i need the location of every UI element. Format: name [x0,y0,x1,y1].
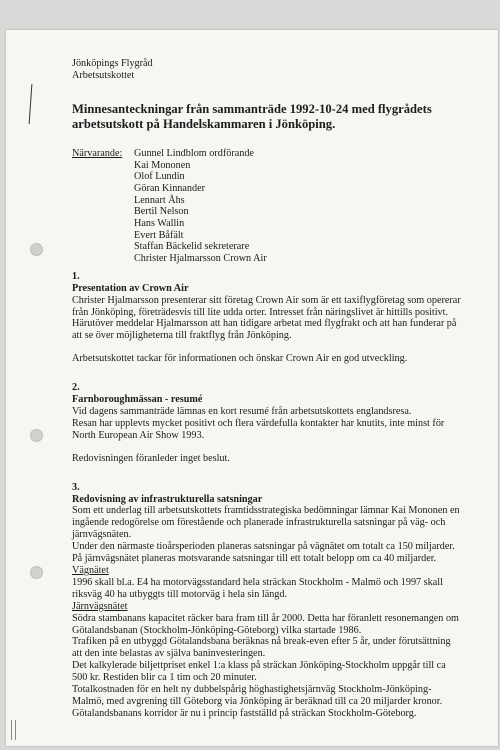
attendee: Lennart Åhs [134,194,185,206]
paragraph: Vid dagens sammanträde lämnas en kort resumé från arbetsutskottets englandsresa. [72,406,412,417]
attendee: Evert Båfält [134,229,184,241]
punch-hole [30,243,43,256]
attendee: Göran Kinnander [134,182,206,194]
org-unit: Arbetsutskottet [72,69,135,81]
paragraph: Södra stambanans kapacitet räcker bara fram till år 2000. Detta har föranlett resonemangen om Götalandsbanan (Stockholm-Jönköping-Göteborg) vilka startade 1986. [72,612,459,636]
organization-header [72,58,462,82]
paragraph: Det kalkylerade biljettpriset enkel 1:a klass på sträckan Jönköping-Stockholm uppgår till ca 500 kr. Restiden blir ca 1 tim och 20 minuter. [72,660,446,684]
paragraph: Totalkostnaden för en helt ny dubbelspårig höghastighetsjärnväg Stockholm-Jönköping-Malmö, med avgrening till Göteborg via Jönköping är beräknad till ca 20 miljarder kronor. [72,684,443,707]
paragraph: Härutöver meddelar Hjalmarsson att han tidigare arbetat med flygfrakt och att han funderar på att se över möjligheterna till fraktflyg från Jönköping. [72,318,457,342]
attendee: Olof Lundin [134,171,185,183]
pen-mark [29,84,33,124]
document-title: Minnesanteckningar från sammanträde 1992-10-24 med flygrådets arbetsutskott på Handelskammaren i Jönköping. [72,101,432,131]
section-title: Redovisning av infrastrukturella satsningar [72,493,263,505]
section-title: Farnboroughmässan - resumé [72,394,203,406]
section-number: 3. [72,481,80,493]
section-number: 2. [72,382,80,394]
attendance-label: Närvarande: [72,147,123,159]
paragraph: Christer Hjalmarsson presenterar sitt företag Crown Air som är ett taxiflygföretag som opererar från Jönköping, företrädesvis till lite udda orter. Intresset från näringslivet är hittills positivt. [72,294,461,318]
paragraph: Götalandsbanans korridor är nu i princip fastställd på sträckan Stockholm-Göteborg. [72,707,417,719]
attendee: Kai Mononen [134,159,191,171]
attendee: Gunnel Lindblom ordförande [134,147,254,159]
punch-hole [30,429,43,442]
section-1 [72,271,462,365]
paragraph: Arbetsutskottet tackar för informationen och önskar Crown Air en god utveckling. [72,353,408,365]
section-title: Presentation av Crown Air [72,282,189,294]
document-body [72,58,462,720]
subsection-heading: Vägnätet [72,564,109,576]
paragraph: Under den närmaste tioårsperioden planeras satsningar på vägnätet om totalt ca 150 miljarder. På järnvägsnätet planeras motsvarande satsningar till ett totalt belopp om ca 40 miljarder. [72,541,455,565]
attendee: Christer Hjalmarsson Crown Air [134,253,267,265]
attendee: Staffan Bäckelid sekreterare [134,241,250,253]
document-page [6,30,498,746]
subsection-heading: Järnvägsnätet [72,600,128,612]
org-name: Jönköpings Flygråd [72,58,153,69]
section-number: 1. [72,270,80,282]
edge-mark [11,720,16,740]
paragraph: Som ett underlag till arbetsutskottets framtidsstrategiska bedömningar lämnar Kai Mononen en ingående redogörelse om förestående och planerade infrastrukturella satsningar på väg- och järnvägsnäten. [72,505,460,541]
paragraph: Resan har upplevts mycket positivt och flera värdefulla kontakter har knutits, inte minst för North European Air Show 1993. [72,417,445,441]
paragraph: Redovisningen föranleder inget beslut. [72,452,230,464]
section-3 [72,482,462,720]
section-2 [72,382,462,464]
attendance-list [134,148,267,265]
paragraph: Trafiken på en utbyggd Götalandsbana beräknas nå break-even efter 5 år, under förutsättning att den inte belastas av själva baninvesteringen. [72,636,451,660]
attendance [72,148,462,265]
paragraph: 1996 skall bl.a. E4 ha motorvägsstandard hela sträckan Stockholm - Malmö och 1997 skall riksväg 40 ha utbyggts till motorväg i hela sin längd. [72,576,443,600]
attendee: Hans Wallin [134,218,185,230]
attendee: Bertil Nelson [134,206,189,218]
punch-hole [30,566,43,579]
